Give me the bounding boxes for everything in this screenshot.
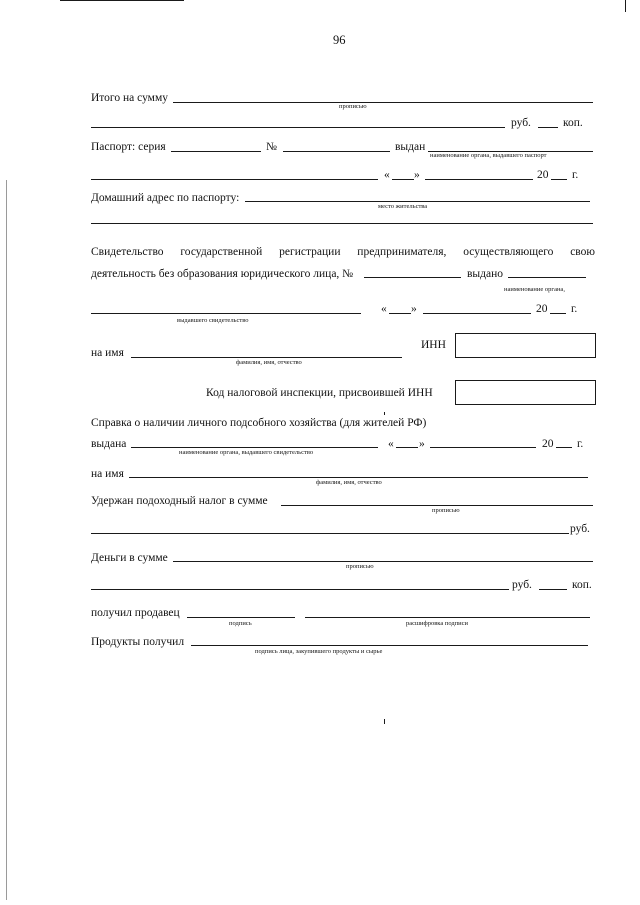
tax-office-code-box[interactable] bbox=[455, 380, 596, 405]
passport-year-line[interactable] bbox=[551, 179, 567, 180]
income-tax-label: Удержан подоходный налог в сумме bbox=[91, 495, 268, 507]
certificate-issued-label: выдано bbox=[467, 268, 504, 280]
certificate-line-1 bbox=[91, 247, 595, 259]
passport-number-line[interactable] bbox=[283, 151, 390, 152]
scan-edge-line-top bbox=[60, 0, 184, 1]
certificate-year-line[interactable] bbox=[550, 313, 566, 314]
money-kop-label: коп. bbox=[572, 579, 592, 591]
farm-issuer-hint: наименование органа, выдавшего свидетельство bbox=[179, 449, 314, 456]
farm-year-prefix: 20 bbox=[542, 438, 554, 450]
certificate-number-line[interactable] bbox=[364, 277, 461, 278]
certificate-name-label: на имя bbox=[91, 347, 124, 359]
total-amount-line[interactable] bbox=[173, 102, 593, 103]
inn-label: ИНН bbox=[421, 339, 446, 351]
tax-office-label: Код налоговой инспекции, присвоившей ИНН bbox=[206, 387, 433, 399]
farm-name-line[interactable] bbox=[129, 477, 588, 478]
scan-dot-2 bbox=[384, 719, 385, 724]
passport-issuer-line-2[interactable] bbox=[91, 179, 378, 180]
scan-edge-line-left bbox=[6, 180, 7, 900]
certificate-year-suffix: г. bbox=[571, 303, 578, 315]
money-label: Деньги в сумме bbox=[91, 552, 168, 564]
certificate-line-2: деятельность без образования юридического лица, № bbox=[91, 268, 354, 280]
certificate-word-5: осуществляющего bbox=[463, 246, 554, 258]
certificate-year-prefix: 20 bbox=[536, 303, 548, 315]
total-hint: прописью bbox=[339, 103, 367, 110]
total-rub-label: руб. bbox=[511, 117, 531, 129]
address-label: Домашний адрес по паспорту: bbox=[91, 192, 240, 204]
farm-year-suffix: г. bbox=[577, 438, 584, 450]
certificate-issuer-line[interactable] bbox=[508, 277, 586, 278]
farm-issuer-line[interactable] bbox=[131, 447, 378, 448]
certificate-quote-open: « bbox=[381, 303, 387, 315]
total-label: Итого на сумму bbox=[91, 92, 168, 104]
farm-year-line[interactable] bbox=[556, 447, 572, 448]
passport-number-label: № bbox=[266, 141, 277, 153]
certificate-word-1: Свидетельство bbox=[91, 246, 164, 258]
income-tax-rub-label: руб. bbox=[570, 523, 590, 535]
seller-signature-hint: подпись bbox=[229, 620, 252, 627]
address-hint: место жительства bbox=[378, 203, 428, 210]
money-hint: прописью bbox=[346, 563, 374, 570]
farm-month-line[interactable] bbox=[430, 447, 536, 448]
passport-quote-close: » bbox=[414, 169, 420, 181]
passport-issuer-hint: наименование органа, выдавшего паспорт bbox=[430, 152, 547, 159]
total-amount-line-2[interactable] bbox=[91, 127, 505, 128]
certificate-name-hint: фамилия, имя, отчество bbox=[236, 359, 302, 366]
money-rub-label: руб. bbox=[512, 579, 532, 591]
page-number: 96 bbox=[333, 33, 346, 47]
scan-dot-1 bbox=[384, 412, 385, 415]
inn-input-box[interactable] bbox=[455, 333, 596, 358]
address-line[interactable] bbox=[245, 201, 590, 202]
certificate-name-line[interactable] bbox=[131, 357, 402, 358]
certificate-quote-close: » bbox=[411, 303, 417, 315]
address-line-2[interactable] bbox=[91, 223, 593, 224]
passport-month-line[interactable] bbox=[425, 179, 533, 180]
farm-issued-label: выдана bbox=[91, 438, 127, 450]
farm-quote-close: » bbox=[419, 438, 425, 450]
passport-issued-label: выдан bbox=[395, 141, 426, 153]
total-kop-label: коп. bbox=[563, 117, 583, 129]
money-line[interactable] bbox=[173, 561, 593, 562]
products-signature-line[interactable] bbox=[191, 645, 588, 646]
seller-label: получил продавец bbox=[91, 607, 180, 619]
seller-signature-line[interactable] bbox=[187, 617, 295, 618]
certificate-issuer-line-2[interactable] bbox=[91, 313, 361, 314]
farm-title: Справка о наличии личного подсобного хозяйства (для жителей РФ) bbox=[91, 417, 427, 429]
certificate-word-2: государственной bbox=[180, 246, 263, 258]
farm-name-hint: фамилия, имя, отчество bbox=[316, 479, 382, 486]
passport-quote-open: « bbox=[384, 169, 390, 181]
scan-edge-mark-right bbox=[625, 0, 626, 12]
certificate-day-line[interactable] bbox=[389, 313, 411, 314]
products-label: Продукты получил bbox=[91, 636, 185, 648]
passport-series-line[interactable] bbox=[171, 151, 261, 152]
certificate-word-4: предпринимателя, bbox=[357, 246, 447, 258]
passport-year-prefix: 20 bbox=[537, 169, 549, 181]
seller-decode-hint: расшифровка подписи bbox=[406, 620, 469, 627]
products-hint: подпись лица, закупившего продукты и сырье bbox=[255, 648, 383, 655]
money-line-2[interactable] bbox=[91, 589, 509, 590]
total-kop-line[interactable] bbox=[538, 127, 558, 128]
certificate-word-3: регистрации bbox=[279, 246, 341, 258]
certificate-issuer-hint-2: выдавшего свидетельство bbox=[177, 317, 249, 324]
income-tax-line-2[interactable] bbox=[91, 533, 569, 534]
certificate-issuer-hint-1: наименование органа, bbox=[504, 286, 565, 293]
income-tax-hint: прописью bbox=[432, 507, 460, 514]
passport-series-label: Паспорт: серия bbox=[91, 141, 166, 153]
farm-day-line[interactable] bbox=[396, 447, 418, 448]
income-tax-line[interactable] bbox=[281, 505, 593, 506]
certificate-word-6: свою bbox=[570, 246, 595, 258]
seller-decode-line[interactable] bbox=[305, 617, 590, 618]
certificate-month-line[interactable] bbox=[423, 313, 531, 314]
farm-name-label: на имя bbox=[91, 468, 124, 480]
farm-quote-open: « bbox=[388, 438, 394, 450]
money-kop-line[interactable] bbox=[539, 589, 567, 590]
passport-day-line[interactable] bbox=[392, 179, 414, 180]
passport-year-suffix: г. bbox=[572, 169, 579, 181]
